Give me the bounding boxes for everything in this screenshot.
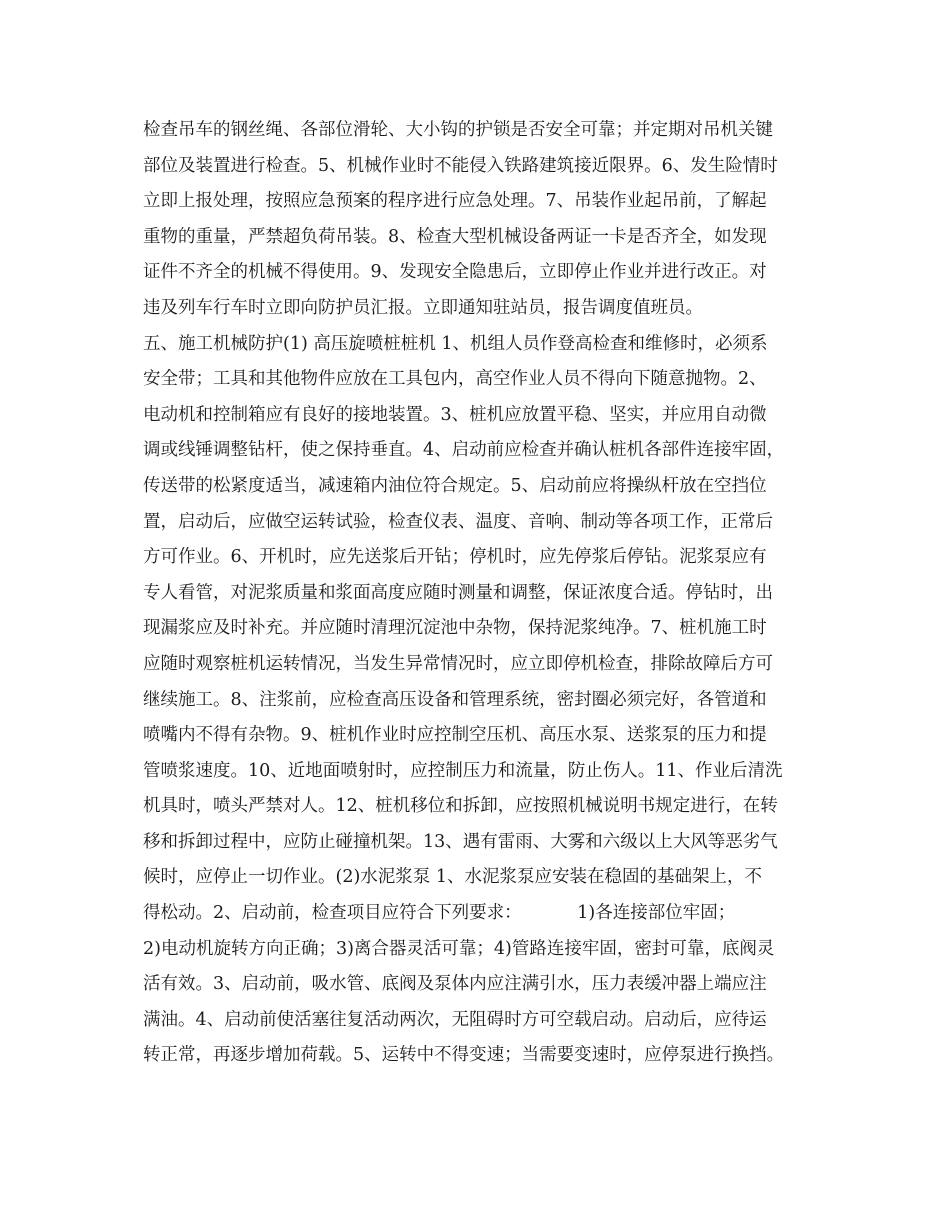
text-line: 方可作业。6、开机时，应先送浆后开钻；停机时，应先停浆后停钻。泥浆泵应有 bbox=[143, 547, 767, 568]
text-line: 检查吊车的钢丝绳、各部位滑轮、大小钩的护锁是否安全可靠；并定期对吊机关键 bbox=[143, 120, 773, 140]
text-line: 移和拆卸过程中，应防止碰撞机架。13、遇有雷雨、大雾和六级以上大风等恶劣气 bbox=[143, 831, 778, 852]
text-line: 转正常，再逐步增加荷载。5、运转中不得变速；当需要变速时，应停泵进行换挡。 bbox=[143, 1045, 785, 1066]
text-line: 证件不齐全的机械不得使用。9、发现安全隐患后，立即停止作业并进行改正。对 bbox=[143, 262, 767, 283]
body-text bbox=[143, 113, 823, 1074]
text-line: 专人看管，对泥浆质量和浆面高度应随时测量和调整，保证浓度合适。停钻时，出 bbox=[143, 582, 773, 603]
text-line: 重物的重量，严禁超负荷吊装。8、检查大型机械设备两证一卡是否齐全，如发现 bbox=[143, 226, 767, 247]
text-line: 现漏浆应及时补充。并应随时清理沉淀池中杂物，保持泥浆纯净。7、桩机施工时 bbox=[143, 618, 767, 639]
text-line: 调或线锤调整钻杆，使之保持垂直。4、启动前应检查并确认桩机各部件连接牢固， bbox=[143, 440, 785, 461]
text-line: 管喷浆速度。10、近地面喷射时，应控制压力和流量，防止伤人。11、作业后清洗 bbox=[143, 760, 783, 781]
text-line: 机具时，喷头严禁对人。12、桩机移位和拆卸，应按照机械说明书规定进行，在转 bbox=[143, 796, 778, 817]
text-line: 2)电动机旋转方向正确；3)离合器灵活可靠；4)管路连接牢固，密封可靠，底阀灵 bbox=[143, 938, 775, 959]
text-line: 传送带的松紧度适当，减速箱内油位符合规定。5、启动前应将操纵杆放在空挡位 bbox=[143, 475, 767, 496]
text-line: 违及列车行车时立即向防护员汇报。立即通知驻站员，报告调度值班员。 bbox=[143, 297, 703, 318]
text-line: 立即上报处理，按照应急预案的程序进行应急处理。7、吊装作业起吊前，了解起 bbox=[143, 191, 767, 212]
text-line: 候时，应停止一切作业。(2)水泥浆泵 1、水泥浆泵应安装在稳固的基础架上，不 bbox=[143, 867, 762, 888]
text-line: 五、施工机械防护(1) 高压旋喷桩桩机 1、机组人员作登高检查和维修时，必须系 bbox=[143, 333, 768, 354]
text-line: 活有效。3、启动前，吸水管、底阀及泵体内应注满引水，压力表缓冲器上端应注 bbox=[143, 974, 767, 995]
text-line: 应随时观察桩机运转情况，当发生异常情况时，应立即停机检查，排除故障后方可 bbox=[143, 653, 773, 674]
text-line: 得松动。2、启动前，检查项目应符合下列要求： 1)各连接部位牢固； bbox=[143, 903, 736, 924]
text-line: 置，启动后，应做空运转试验，检查仪表、温度、音响、制动等各项工作，正常后 bbox=[143, 511, 773, 532]
text-line: 安全带；工具和其他物件应放在工具包内，高空作业人员不得向下随意抛物。2、 bbox=[143, 369, 767, 390]
text-line: 喷嘴内不得有杂物。9、桩机作业时应控制空压机、高压水泵、送浆泵的压力和提 bbox=[143, 725, 767, 746]
text-line: 满油。4、启动前使活塞往复活动两次，无阻碍时方可空载启动。启动后，应待运 bbox=[143, 1009, 767, 1030]
text-line: 电动机和控制箱应有良好的接地装置。3、桩机应放置平稳、坚实，并应用自动微 bbox=[143, 404, 767, 425]
text-line: 部位及装置进行检查。5、机械作业时不能侵入铁路建筑接近限界。6、发生险情时 bbox=[143, 155, 778, 176]
text-line: 继续施工。8、注浆前，应检查高压设备和管理系统，密封圈必须完好，各管道和 bbox=[143, 689, 767, 710]
